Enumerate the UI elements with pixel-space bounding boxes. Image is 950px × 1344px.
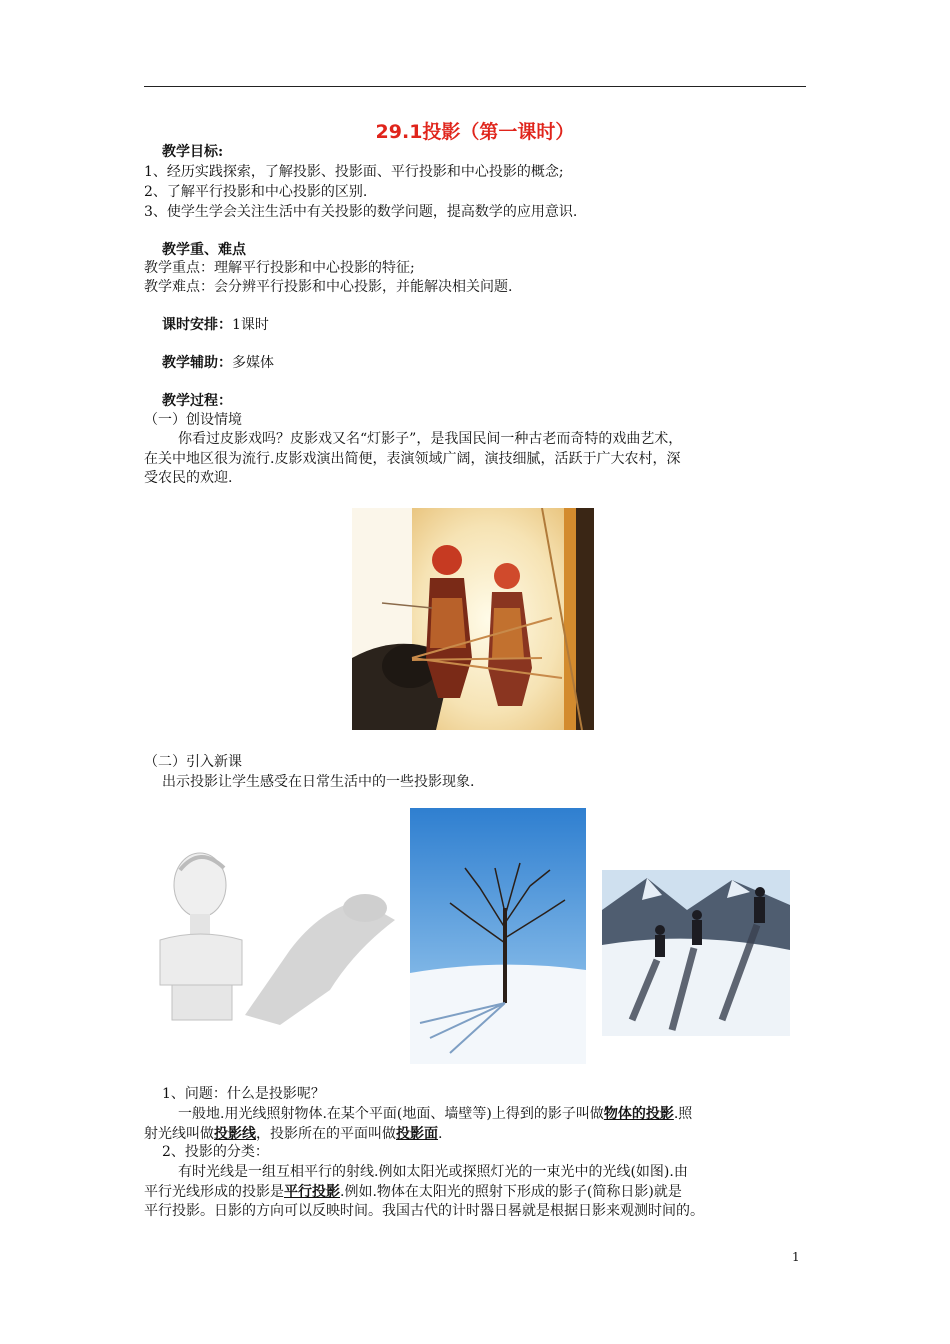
aids-line [162, 353, 274, 373]
part1-heading: （一）创设情境 [144, 412, 242, 428]
page-number: 1 [792, 1250, 800, 1264]
schedule-line [162, 315, 269, 335]
text-span: .照 [673, 1106, 693, 1122]
part1-text: 在关中地区很为流行.皮影戏演出简便，表演领域广阔，演技细腻，活跃于广大农村，深 [144, 451, 681, 467]
objectives-heading: 教学目标: [162, 144, 224, 160]
part1-text: 受农民的欢迎. [144, 470, 233, 486]
term-object-projection: 物体的投影 [603, 1106, 674, 1122]
aids-value: 多媒体 [232, 355, 274, 371]
text-span: 一般地.用光线照射物体.在某个平面(地面、墙壁等)上得到的影子叫做 [178, 1106, 604, 1122]
text-span: . [438, 1126, 443, 1142]
text-span: ，投影所在的平面叫做 [256, 1126, 396, 1142]
term-projection-line: 投影线 [214, 1126, 256, 1142]
question1-text [178, 1104, 692, 1124]
question2-label: 2、投影的分类： [162, 1144, 269, 1160]
question1-text [144, 1124, 442, 1144]
header-rule [144, 86, 806, 87]
objective-item: 2、了解平行投影和中心投影的区别. [144, 184, 368, 200]
winter-tree-image [410, 808, 586, 1064]
question2-text [144, 1182, 682, 1202]
objective-item: 1、经历实践探索，了解投影、投影面、平行投影和中心投影的概念; [144, 164, 564, 180]
question2-text: 有时光线是一组互相平行的射线.例如太阳光或探照灯光的一束光中的光线(如图).由 [178, 1164, 688, 1180]
text-span: .例如.物体在太阳光的照射下形成的影子(简称日影)就是 [340, 1184, 682, 1200]
text-span: 平行光线形成的投影是 [144, 1184, 284, 1200]
text-span: 射光线叫做 [144, 1126, 214, 1142]
schedule-value: 1课时 [232, 317, 269, 333]
part2-heading: （二）引入新课 [144, 754, 242, 770]
skiers-image [602, 870, 790, 1036]
page-title: 29.1投影（第一课时） [375, 121, 575, 143]
key-point-text: 教学重点：理解平行投影和中心投影的特征; [144, 260, 415, 276]
term-projection-plane: 投影面 [396, 1126, 438, 1142]
question2-text: 平行投影。日影的方向可以反映时间。我国古代的计时器日晷就是根据日影来观测时间的。 [144, 1203, 704, 1219]
aids-label: 教学辅助： [162, 355, 232, 371]
objective-item: 3、使学生学会关注生活中有关投影的数学问题，提高数学的应用意识. [144, 204, 578, 220]
term-parallel-projection: 平行投影 [284, 1184, 340, 1200]
difficulty-text: 教学难点：会分辨平行投影和中心投影，并能解决相关问题. [144, 279, 513, 295]
schedule-label: 课时安排： [162, 317, 232, 333]
part2-intro: 出示投影让学生感受在日常生活中的一些投影现象. [162, 774, 475, 790]
process-heading: 教学过程： [162, 393, 232, 409]
question1-label: 1、问题：什么是投影呢？ [162, 1086, 325, 1102]
part1-text: 你看过皮影戏吗？皮影戏又名“灯影子”，是我国民间一种古老而奇特的戏曲艺术， [178, 431, 683, 447]
shadow-puppet-image [352, 508, 594, 730]
bust-shadow-image [150, 840, 400, 1030]
key-points-heading: 教学重、难点 [162, 242, 246, 258]
